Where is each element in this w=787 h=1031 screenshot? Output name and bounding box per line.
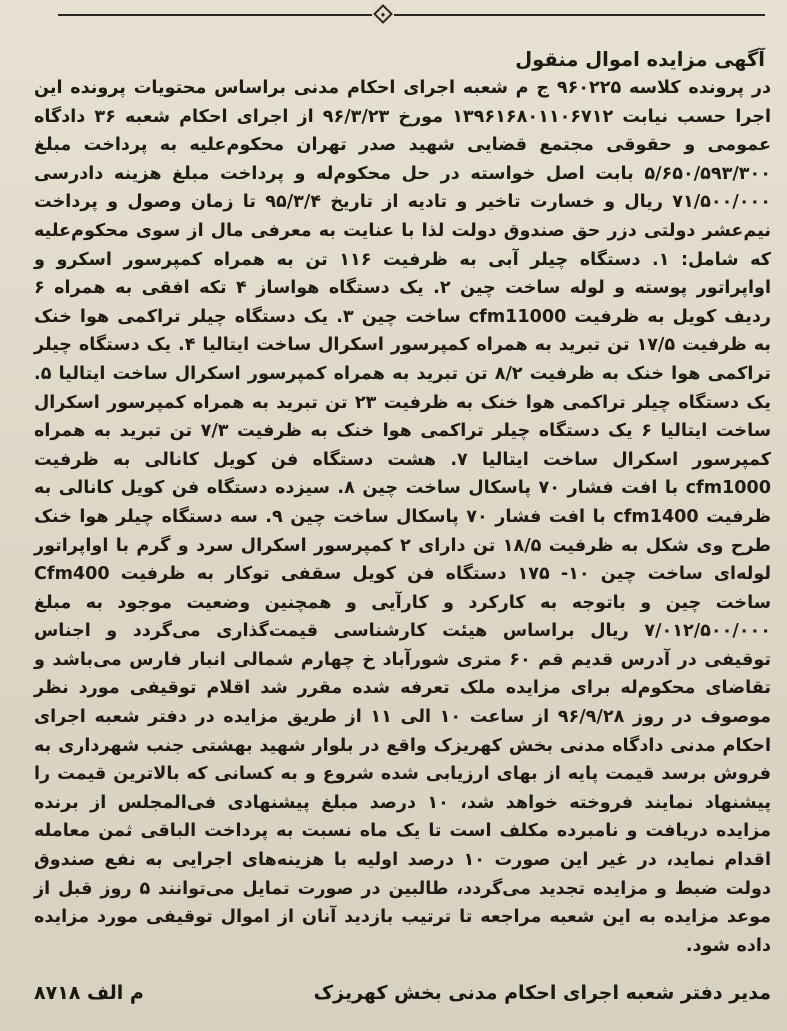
notice-body: در پرونده کلاسه ۹۶۰۲۲۵ ج م شعبه اجرای احکام مدنی براساس محتویات پرونده این اجرا حسب نیابت ۱۳۹۶۱۶۸۰۱۱۰۶۷۱۲ مورخ ۹۶/۳/۲۳ از اجرای احکام شعبه ۳۶ دادگاه عمومی و حقوقی مجتمع قضایی شهید صدر تهران محکوم‌علیه به پرداخت مبلغ ۵/۶۵۰/۵۹۳/۳۰۰ بابت اصل خواسته در حل محکوم‌له و پرداخت مبلغ هزینه دادرسی ۷۱/۵۰۰/۰۰۰ ریال و خسارت تاخیر و تادیه از تاریخ ۹۵/۳/۴ تا زمان وصول و پرداخت نیم‌عشر دولتی دزر حق صندوق دولت لذا با عنایت به معرفی مال از سوی محکوم‌علیه که شامل: ۱. دستگاه چیلر آبی به ظرفیت ۱۱۶ تن به همراه کمپرسور اسکرو و اواپراتور پوسته و لوله ساخت چین ۲. یک دستگاه هواساز ۴ تکه افقی به همراه ۶ ردیف کویل به ظرفیت cfm11000 ساخت چین ۳. یک دستگاه چیلر تراکمی هوا خنک به ظرفیت ۱۷/۵ تن تبرید به همراه کمپرسور اسکرال ساخت ایتالیا ۴. یک دستگاه چیلر تراکمی هوا خنک به ظرفیت ۸/۲ تن تبرید به همراه کمپرسور اسکرال ساخت ایتالیا ۵. یک دستگاه چیلر تراکمی هوا خنک به ظرفیت ۲۳ تن تبرید به همراه کمپرسور اسکرال ساخت ایتالیا ۶ یک دستگاه چیلر تراکمی هوا خنک به ظرفیت ۷/۳ تن تبرید به همراه کمپرسور اسکرال ساخت ایتالیا ۷. هشت دستگاه فن کویل کانالی به ظرفیت cfm1000 با افت فشار ۷۰ پاسکال ساخت چین ۸. سیزده دستگاه فن کویل کانالی به ظرفیت cfm1400 با افت فشار ۷۰ پاسکال ساخت چین ۹. سه دستگاه چیلر هوا خنک طرح وی شکل به ظرفیت ۱۸/۵ تن دارای ۲ کمپرسور اسکرال سرد و گرم با اواپراتور لوله‌ای ساخت چین ۱۰- ۱۷۵ دستگاه فن کویل سقفی توکار به ظرفیت Cfm400 ساخت چین و باتوجه به کارکرد و کارآیی و همچنین وضعیت موجود به مبلغ ۷/۰۱۲/۵۰۰/۰۰۰ ریال براساس هیئت کارشناسی قیمت‌گذاری می‌گردد و اجناس توقیفی در آدرس قدیم قم ۶۰ متری شورآباد خ چهارم شمالی انبار فارس می‌باشد و تقاضای محکوم‌له برای مزایده ملک تعرفه شده مقرر شد اقلام توقیفی مورد نظر موصوف در روز ۹۶/۹/۲۸ از ساعت ۱۰ الی ۱۱ از طریق مزایده در دفتر شعبه اجرای احکام مدنی دادگاه مدنی بخش کهریزک واقع در بلوار شهید بهشتی جنب شهرداری به فروش برسد قیمت پایه از بهای ارزیابی شده شروع و به کسانی که بالاترین قیمت را پیشنهاد نمایند فروخته خواهد شد، ۱۰ درصد مبلغ پیشنهادی فی‌المجلس از برنده مزایده دریافت و نامبرده مکلف است تا یک ماه نسبت به پرداخت الباقی ثمن معامله اقدام نماید، در غیر این صورت ۱۰ درصد اولیه با هزینه‌های اجرایی به نفع صندوق دولت ضبط و مزایده تجدید می‌گردد، طالبین در صورت تمایل می‌توانند ۵ روز قبل از موعد مزایده به این شعبه مراجعه تا ترتیب بازدید آنان از اموال توقیفی مورد مزایده داده شود. [34, 78, 772, 956]
notice-signature [34, 982, 771, 1004]
signature-code: م الف ۸۷۱۸ [34, 982, 144, 1004]
notice-title: آگهی مزایده اموال منقول [515, 48, 765, 71]
diamond-ornament-icon [372, 3, 394, 25]
top-divider-rule [58, 14, 765, 16]
auction-notice [34, 46, 771, 960]
signature-office: مدیر دفتر شعبه اجرای احکام مدنی بخش کهریزک [313, 982, 771, 1004]
